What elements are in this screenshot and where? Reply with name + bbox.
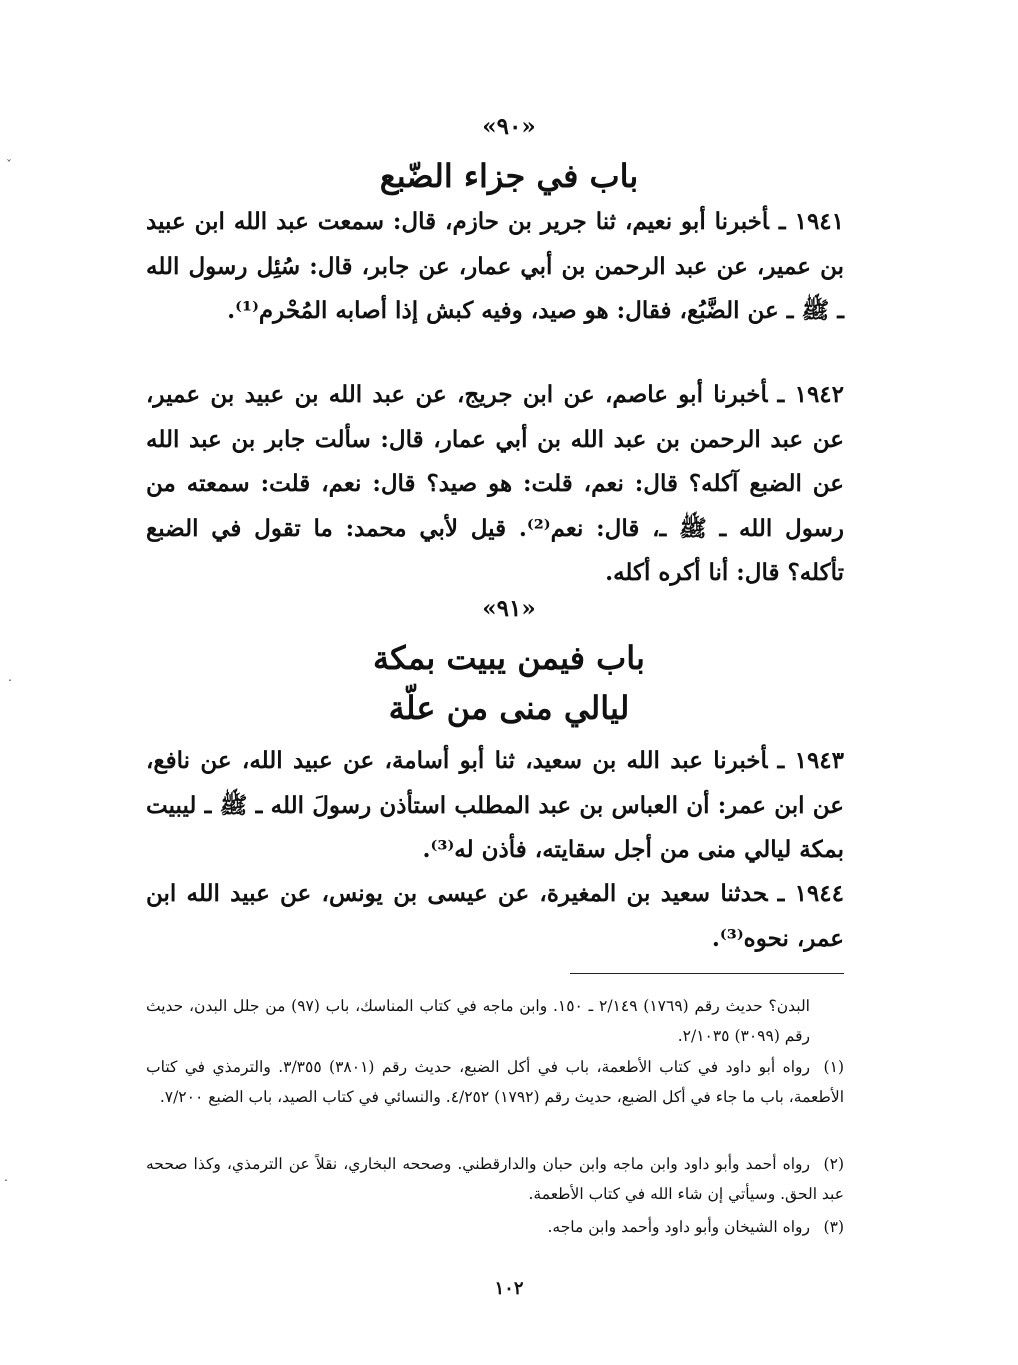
footnote-continuation: البدن؟ حديث رقم (١٧٦٩) ٢/١٤٩ ـ ١٥٠. وابن ماجه في كتاب المناسك، باب (٩٧) من جلل البدن، حديث رقم (٣٠٩٩) ٢/١٠٣٥. bbox=[146, 997, 810, 1045]
chapter-title: باب فيمن يبيت بمكة bbox=[373, 639, 645, 677]
chapter-title: ليالي منى من علّة bbox=[388, 689, 630, 727]
footnote bbox=[146, 1150, 844, 1209]
section-number: «٩١» bbox=[482, 595, 536, 622]
hadith-paragraph bbox=[146, 739, 844, 873]
hadith-number: ١٩٤١ ـ bbox=[778, 208, 845, 235]
hadith-number: ١٩٤٣ ـ bbox=[777, 747, 845, 774]
scan-margin-mark: ˰ bbox=[4, 1168, 8, 1182]
footnote-number: (٣) bbox=[823, 1218, 844, 1236]
scan-margin-mark: ˰ bbox=[8, 668, 12, 682]
hadith-text: أخبرنا أبو عاصم، عن ابن جريج، عن عبد الله بن عبيد بن عمير، عن عبد الرحمن بن عبد الله بن أبي عمار، قال: سألت جابر بن عبد الله عن الضبع آكله؟ قال: نعم، قلت: هو صيد؟ قال: نعم، قلت: سمعته من رسول الله ـ ﷺ ـ، قال: نعم⁽²⁾. قيل لأبي محمد: ما تقول في الضبع تأكله؟ قال: أنا أكره أكله. bbox=[146, 381, 845, 586]
footnote-divider bbox=[570, 973, 844, 974]
hadith-paragraph bbox=[146, 373, 844, 596]
hadith-text: أخبرنا أبو نعيم، ثنا جرير بن حازم، قال: سمعت عبد الله ابن عبيد بن عمير، عن عبد الرحمن بن أبي عمار، عن جابر، قال: سُئِل رسول الله ـ ﷺ ـ عن الضَّبُع، فقال: هو صيد، وفيه كبش إذا أصابه المُحْرم⁽¹⁾. bbox=[146, 208, 844, 324]
scan-margin-mark: ˇ bbox=[6, 158, 12, 172]
footnote bbox=[146, 1053, 844, 1112]
footnote-text: رواه أحمد وأبو داود وابن ماجه وابن حبان والدارقطني. وصححه البخاري، نقلاً عن الترمذي، وكذا صححه عبد الحق. وسيأتي إن شاء الله في كتاب الأطعمة. bbox=[146, 1155, 844, 1203]
footnote-text: رواه أبو داود في كتاب الأطعمة، باب في أكل الضبع، حديث رقم (٣٨٠١) ٣/٣٥٥. والترمذي في كتاب الأطعمة، باب ما جاء في أكل الضبع، حديث رقم (١٧٩٢) ٤/٢٥٢. والنسائي في كتاب الصيد، باب الضبع ٧/٢٠٠. bbox=[146, 1058, 844, 1106]
hadith-number: ١٩٤٢ ـ bbox=[777, 381, 845, 408]
hadith-text: أخبرنا عبد الله بن سعيد، ثنا أبو أسامة، عن عبيد الله، عن نافع، عن ابن عمر: أن العباس بن عبد المطلب استأذن رسولَ الله ـ ﷺ ـ ليبيت بمكة ليالي منى من أجل سقايته، فأذن له⁽³⁾. bbox=[146, 747, 844, 863]
footnote-number: (٢) bbox=[823, 1155, 844, 1173]
hadith-paragraph bbox=[146, 200, 844, 334]
section-number: «٩٠» bbox=[482, 113, 536, 140]
footnote-number: (١) bbox=[823, 1058, 844, 1076]
footnote-text: رواه الشيخان وأبو داود وأحمد وابن ماجه. bbox=[547, 1218, 810, 1236]
footnote bbox=[146, 1213, 844, 1243]
hadith-number: ١٩٤٤ ـ bbox=[777, 880, 844, 907]
page-number: ١٠٢ bbox=[494, 1278, 524, 1299]
hadith-text: حدثنا سعيد بن المغيرة، عن عيسى بن يونس، عن عبيد الله ابن عمر، نحوه⁽³⁾. bbox=[146, 880, 844, 952]
chapter-title: باب في جزاء الضّبع bbox=[379, 157, 639, 195]
hadith-paragraph bbox=[146, 872, 844, 961]
